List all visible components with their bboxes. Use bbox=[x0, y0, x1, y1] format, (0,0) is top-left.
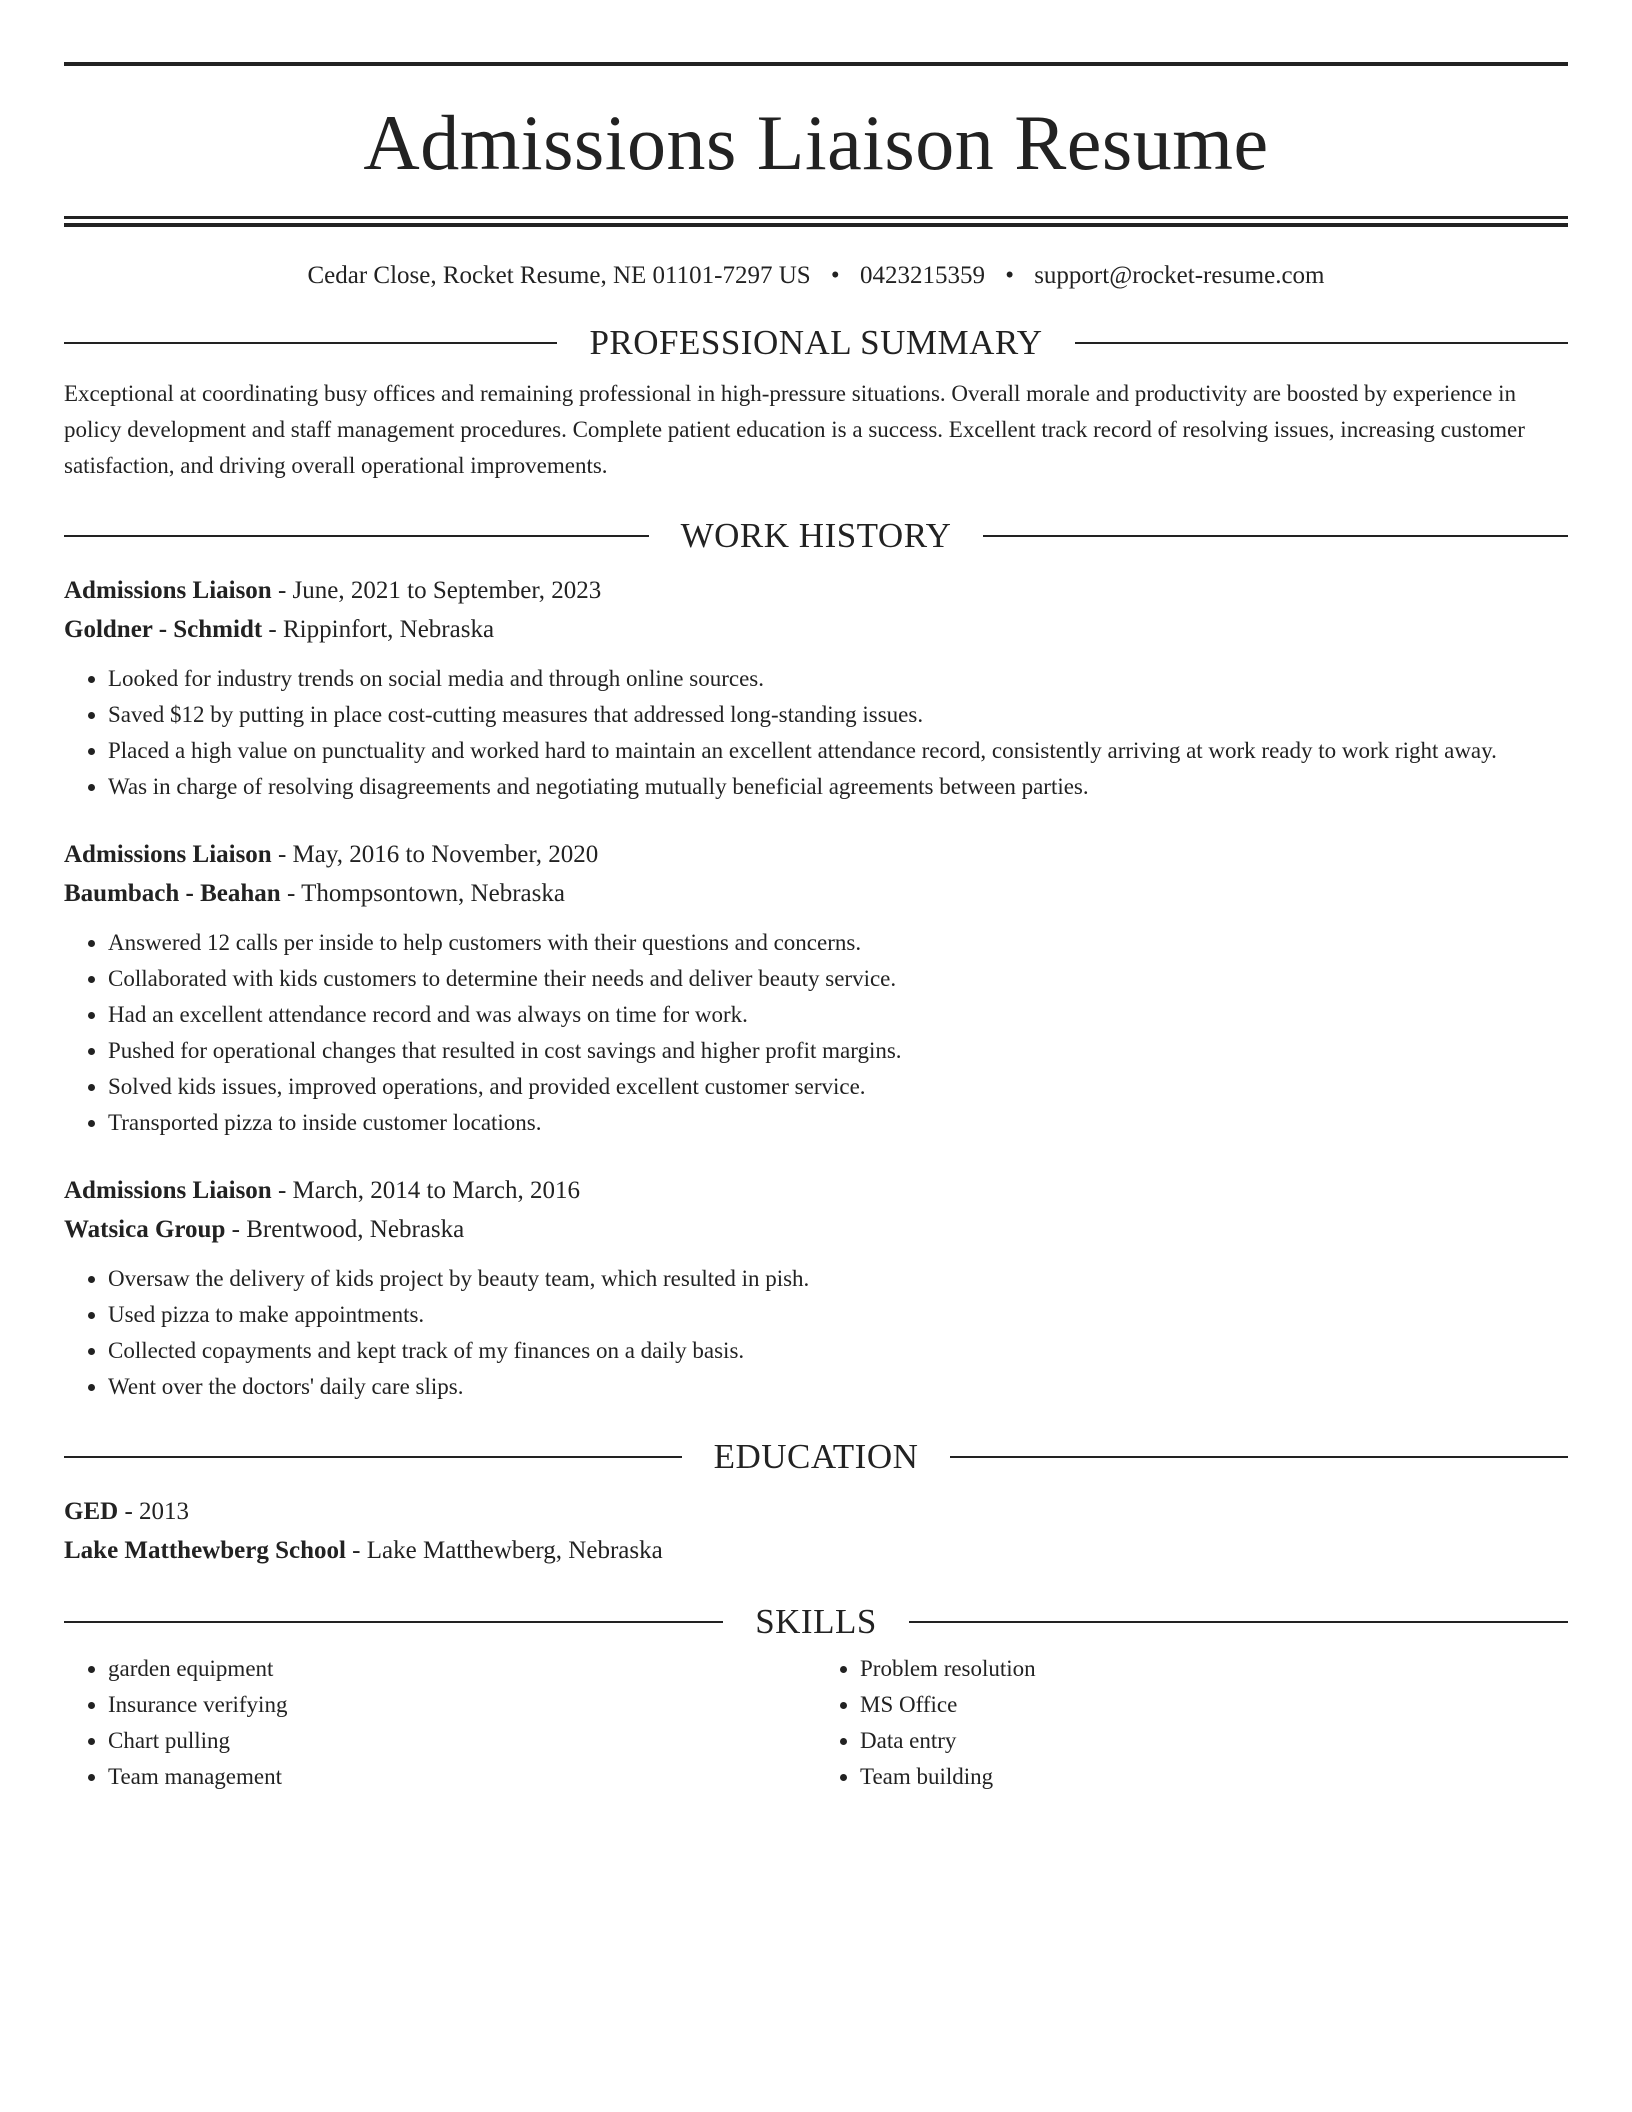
list-item: • Placed a high value on punctuality and worked hard to maintain an excellent attendance record, consistently arriving at work ready to work right away. bbox=[108, 733, 1568, 769]
resume-title: Admissions Liaison Resume bbox=[363, 99, 1269, 186]
list-item: • Was in charge of resolving disagreements and negotiating mutually beneficial agreements between parties. bbox=[108, 769, 1568, 805]
summary-text: Exceptional at coordinating busy offices and remaining professional in high-pressure situations. Overall morale and productivity are boosted by experience in policy development and staff management procedures. Complete patient education is a success. Excellent track record of resolving issues, increasing customer satisfaction, and driving overall operational improvements. bbox=[64, 381, 1525, 478]
job-company-line bbox=[64, 1210, 1568, 1249]
job-title-line bbox=[64, 571, 1568, 610]
skill-item: • Problem resolution bbox=[860, 1651, 1568, 1687]
section-rule-right bbox=[983, 535, 1568, 537]
job-dates: - March, 2014 to March, 2016 bbox=[271, 1177, 580, 1204]
skill-item: • Chart pulling bbox=[108, 1723, 816, 1759]
list-item: • Answered 12 calls per inside to help customers with their questions and concerns. bbox=[108, 925, 1568, 961]
education-degree-line bbox=[64, 1492, 1568, 1531]
skills-section-header bbox=[64, 1604, 1568, 1639]
section-rule-left bbox=[64, 535, 649, 537]
section-heading: PROFESSIONAL SUMMARY bbox=[589, 323, 1043, 362]
contact-separator: • bbox=[1005, 262, 1014, 289]
job-company: Baumbach - Beahan bbox=[64, 880, 281, 907]
education-location: - Lake Matthewberg, Nebraska bbox=[345, 1537, 663, 1564]
contact-phone: 0423215359 bbox=[859, 262, 985, 289]
job-dates: - May, 2016 to November, 2020 bbox=[271, 841, 599, 868]
job-title-line bbox=[64, 1171, 1568, 1210]
contact-line bbox=[64, 261, 1568, 291]
list-item: • Used pizza to make appointments. bbox=[108, 1297, 1568, 1333]
list-item: • Solved kids issues, improved operations, and provided excellent customer service. bbox=[108, 1069, 1568, 1105]
job-company-line bbox=[64, 874, 1568, 913]
section-rule-left bbox=[64, 1621, 723, 1623]
job-dates: - June, 2021 to September, 2023 bbox=[271, 577, 602, 604]
skill-item: • Team management bbox=[108, 1759, 816, 1795]
skill-item: • garden equipment bbox=[108, 1651, 816, 1687]
list-item: • Went over the doctors' daily care slips. bbox=[108, 1369, 1568, 1405]
education-school-line bbox=[64, 1531, 1568, 1570]
contact-email: support@rocket-resume.com bbox=[1034, 262, 1325, 289]
skills-columns bbox=[64, 1651, 1568, 1795]
job-title: Admissions Liaison bbox=[64, 577, 272, 604]
skill-item: • Insurance verifying bbox=[108, 1687, 816, 1723]
education-entry bbox=[64, 1492, 1568, 1570]
work-section-header bbox=[64, 518, 1568, 553]
list-item: • Collaborated with kids customers to determine their needs and deliver beauty service. bbox=[108, 961, 1568, 997]
job-company: Watsica Group bbox=[64, 1216, 226, 1243]
contact-address: Cedar Close, Rocket Resume, NE 01101-7297 US bbox=[307, 262, 811, 289]
education-school: Lake Matthewberg School bbox=[64, 1537, 346, 1564]
section-rule-left bbox=[64, 342, 557, 344]
list-item: • Oversaw the delivery of kids project by beauty team, which resulted in pish. bbox=[108, 1261, 1568, 1297]
skills-list-left bbox=[64, 1651, 816, 1795]
section-rule-left bbox=[64, 1456, 682, 1458]
skill-item: • Data entry bbox=[860, 1723, 1568, 1759]
job-bullets bbox=[64, 1261, 1568, 1405]
skill-item: • Team building bbox=[860, 1759, 1568, 1795]
title-double-rule bbox=[64, 216, 1568, 227]
section-heading: SKILLS bbox=[755, 1602, 877, 1641]
job-entry bbox=[64, 835, 1568, 1141]
education-year: - 2013 bbox=[118, 1498, 190, 1525]
job-company-line bbox=[64, 610, 1568, 649]
summary-section-header bbox=[64, 325, 1568, 360]
job-entry bbox=[64, 571, 1568, 805]
job-bullets bbox=[64, 661, 1568, 805]
job-company: Goldner - Schmidt bbox=[64, 616, 263, 643]
job-location: - Rippinfort, Nebraska bbox=[262, 616, 495, 643]
section-rule-right bbox=[950, 1456, 1568, 1458]
list-item: • Had an excellent attendance record and was always on time for work. bbox=[108, 997, 1568, 1033]
job-entry bbox=[64, 1171, 1568, 1405]
skill-item: • MS Office bbox=[860, 1687, 1568, 1723]
list-item: • Transported pizza to inside customer locations. bbox=[108, 1105, 1568, 1141]
education-degree: GED bbox=[64, 1498, 119, 1525]
contact-separator: • bbox=[830, 262, 840, 289]
skills-list-right bbox=[816, 1651, 1568, 1795]
list-item: • Collected copayments and kept track of my finances on a daily basis. bbox=[108, 1333, 1568, 1369]
job-location: - Brentwood, Nebraska bbox=[225, 1216, 465, 1243]
job-title-line bbox=[64, 835, 1568, 874]
job-title: Admissions Liaison bbox=[64, 841, 272, 868]
section-heading: WORK HISTORY bbox=[680, 516, 952, 555]
job-bullets bbox=[64, 925, 1568, 1141]
top-rule bbox=[64, 62, 1568, 66]
list-item: • Looked for industry trends on social media and through online sources. bbox=[108, 661, 1568, 697]
section-rule-right bbox=[909, 1621, 1568, 1623]
job-title: Admissions Liaison bbox=[64, 1177, 272, 1204]
education-section-header bbox=[64, 1439, 1568, 1474]
section-heading: EDUCATION bbox=[713, 1437, 919, 1476]
job-location: - Thompsontown, Nebraska bbox=[280, 880, 565, 907]
list-item: • Saved $12 by putting in place cost-cutting measures that addressed long-standing issues. bbox=[108, 697, 1568, 733]
section-rule-right bbox=[1075, 342, 1568, 344]
list-item: • Pushed for operational changes that resulted in cost savings and higher profit margins. bbox=[108, 1033, 1568, 1069]
